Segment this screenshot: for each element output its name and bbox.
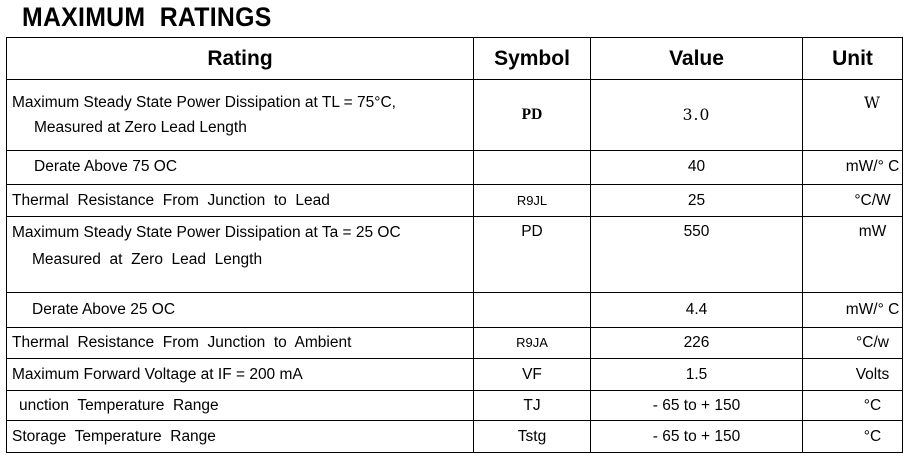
table-row	[7, 359, 903, 391]
table-row	[7, 185, 903, 217]
rating-cell: unction Temperature Range	[7, 390, 474, 421]
rating-text-line2: Measured at Zero Lead Length	[32, 250, 263, 268]
symbol-cell: VF	[474, 359, 591, 391]
unit-cell: °C/w	[803, 327, 903, 359]
symbol-cell: Tstg	[474, 421, 591, 453]
table-row	[7, 216, 903, 292]
rating-text: Derate Above 25 OC	[32, 300, 176, 318]
symbol-cell: R9JL	[474, 185, 591, 217]
table-row	[7, 292, 903, 327]
value-cell: 550	[591, 216, 803, 292]
value-cell: - 65 to + 150	[591, 421, 803, 453]
rating-cell: Storage Temperature Range	[7, 421, 474, 453]
header-symbol: Symbol	[474, 38, 591, 80]
rating-text: Derate Above 75 OC	[34, 158, 178, 176]
unit-cell: °C	[803, 390, 903, 421]
rating-cell	[7, 150, 474, 185]
unit-cell: mW/° C	[803, 150, 903, 185]
header-unit: Unit	[803, 38, 903, 80]
unit-cell: Volts	[803, 359, 903, 391]
maximum-ratings-table	[6, 37, 903, 453]
rating-cell: Maximum Forward Voltage at IF = 200 mA	[7, 359, 474, 391]
rating-cell: Thermal Resistance From Junction to Ambient	[7, 327, 474, 359]
header-value: Value	[591, 38, 803, 80]
table-row	[7, 421, 903, 453]
rating-text: Maximum Steady State Power Dissipation at Ta = 25 OC	[12, 223, 401, 241]
value-cell: 25	[591, 185, 803, 217]
table-header-row	[7, 38, 903, 80]
rating-cell	[7, 216, 474, 292]
rating-text: Maximum Steady State Power Dissipation at TL = 75°C,	[12, 93, 396, 111]
value-cell: - 65 to + 150	[591, 390, 803, 421]
unit-cell: mW	[803, 216, 903, 292]
unit-cell: mW/° C	[803, 292, 903, 327]
rating-cell	[7, 80, 474, 151]
unit-cell: °C/W	[803, 185, 903, 217]
symbol-cell	[474, 292, 591, 327]
value-cell: 1.5	[591, 359, 803, 391]
header-rating: Rating	[7, 38, 474, 80]
rating-cell: Thermal Resistance From Junction to Lead	[7, 185, 474, 217]
value-cell: 4.4	[591, 292, 803, 327]
value-cell: 226	[591, 327, 803, 359]
rating-cell	[7, 292, 474, 327]
table-row	[7, 150, 903, 185]
unit-cell: °C	[803, 421, 903, 453]
symbol-cell: PD	[474, 80, 591, 151]
symbol-cell: R9JA	[474, 327, 591, 359]
value-cell: 3.0	[591, 80, 803, 151]
table-row	[7, 80, 903, 151]
unit-cell: W	[803, 80, 903, 151]
table-row	[7, 327, 903, 359]
page-title: MAXIMUM RATINGS	[22, 2, 272, 32]
symbol-cell	[474, 150, 591, 185]
value-cell: 40	[591, 150, 803, 185]
table-row	[7, 390, 903, 421]
symbol-cell: PD	[474, 216, 591, 292]
symbol-cell: TJ	[474, 390, 591, 421]
rating-text-line2: Measured at Zero Lead Length	[34, 118, 247, 136]
